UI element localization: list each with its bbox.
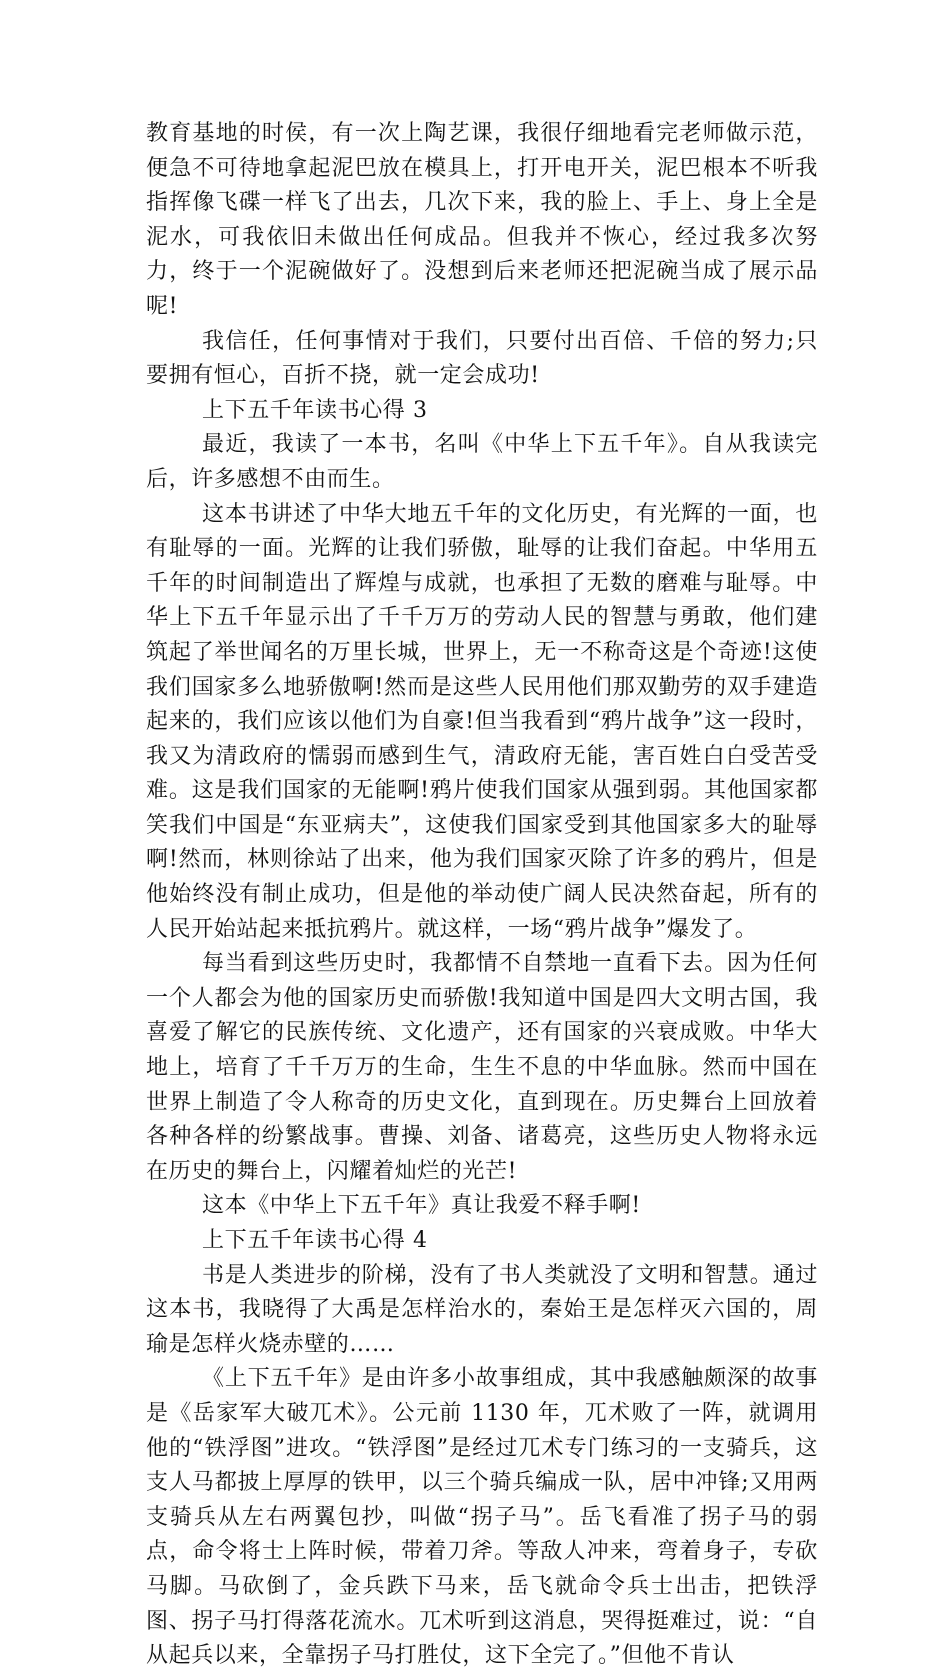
paragraph-pottery-class: 教育基地的时侯，有一次上陶艺课，我很仔细地看完老师做示范，便急不可待地拿起泥巴放在模具上，打开电开关，泥巴根本不听我指挥像飞碟一样飞了出去，几次下来，我的脸上、手上、身上全是泥水，可我依旧未做出任何成品。但我并不恢心，经过我多次努力，终于一个泥碗做好了。没想到后来老师还把泥碗当成了展示品呢! <box>146 121 818 319</box>
paragraph-perseverance: 我信任，任何事情对于我们，只要付出百倍、千倍的努力;只要拥有恒心，百折不挠，就一定会成功! <box>146 328 818 389</box>
paragraph-books-ladder: 书是人类进步的阶梯，没有了书人类就没了文明和智慧。通过这本书，我晓得了大禹是怎样治水的，秦始王是怎样灭六国的，周瑜是怎样火烧赤壁的…… <box>146 1262 818 1357</box>
section-title-4: 上下五千年读书心得 4 <box>202 1228 428 1253</box>
paragraph-history-overview: 这本书讲述了中华大地五千年的文化历史，有光辉的一面，也有耻辱的一面。光辉的让我们骄傲，耻辱的让我们奋起。中华用五千年的时间制造出了辉煌与成就，也承担了无数的磨难与耻辱。中华上下五千年显示出了千千万万的劳动人民的智慧与勇敢，他们建筑起了举世闻名的万里长城，世界上，无一不称奇这是个奇迹!这使我们国家多么地骄傲啊!然而是这些人民用他们那双勤劳的双手建造起来的，我们应该以他们为自豪!但当我看到“鸦片战争”这一段时，我又为清政府的懦弱而感到生气，清政府无能，害百姓白白受苦受难。这是我们国家的无能啊!鸦片使我们国家从强到弱。其他国家都笑我们中国是“东亚病夫”，这使我们国家受到其他国家多大的耻辱啊!然而，林则徐站了出来，他为我们国家灭除了许多的鸦片，但是他始终没有制止成功，但是他的举动使广阔人民决然奋起，所有的人民开始站起来抵抗鸦片。就这样，一场“鸦片战争”爆发了。 <box>146 501 818 942</box>
paragraph-intro-book: 最近，我读了一本书，名叫《中华上下五千年》。自从我读完后，许多感想不由而生。 <box>146 432 818 492</box>
document-page <box>146 117 818 1674</box>
paragraph-love-book: 这本《中华上下五千年》真让我爱不释手啊! <box>202 1193 641 1219</box>
section-title-3: 上下五千年读书心得 3 <box>202 397 428 423</box>
paragraph-reading-pride: 每当看到这些历史时，我都情不自禁地一直看下去。因为任何一个人都会为他的国家历史而骄傲!我知道中国是四大文明古国，我喜爱了解它的民族传统、文化遗产，还有国家的兴衰成败。中华大地上，培育了千千万万的生命，生生不息的中华血脉。然而中国在世界上制造了令人称奇的历史文化，直到现在。历史舞台上回放着各种各样的纷繁战事。曹操、刘备、诸葛亮，这些历史人物将永远在历史的舞台上，闪耀着灿烂的光芒! <box>146 951 818 1184</box>
paragraph-yue-army-story: 《上下五千年》是由许多小故事组成，其中我感触颇深的故事是《岳家军大破兀术》。公元前 1130 年，兀术败了一阵，就调用他的“铁浮图”进攻。“铁浮图”是经过兀术专门练习的一支骑兵，这支人马都披上厚厚的铁甲，以三个骑兵编成一队，居中冲锋;又用两支骑兵从左右两翼包抄，叫做“拐子马”。岳飞看准了拐子马的弱点，命令将士上阵时候，带着刀斧。等敌人冲来，弯着身子，专砍马脚。马砍倒了，金兵跌下马来，岳飞就命令兵士出击，把铁浮图、拐子马打得落花流水。兀术听到这消息，哭得挺难过，说：“自从起兵以来，全靠拐子马打胜仗，这下全完了。”但他不肯认 <box>146 1366 818 1669</box>
